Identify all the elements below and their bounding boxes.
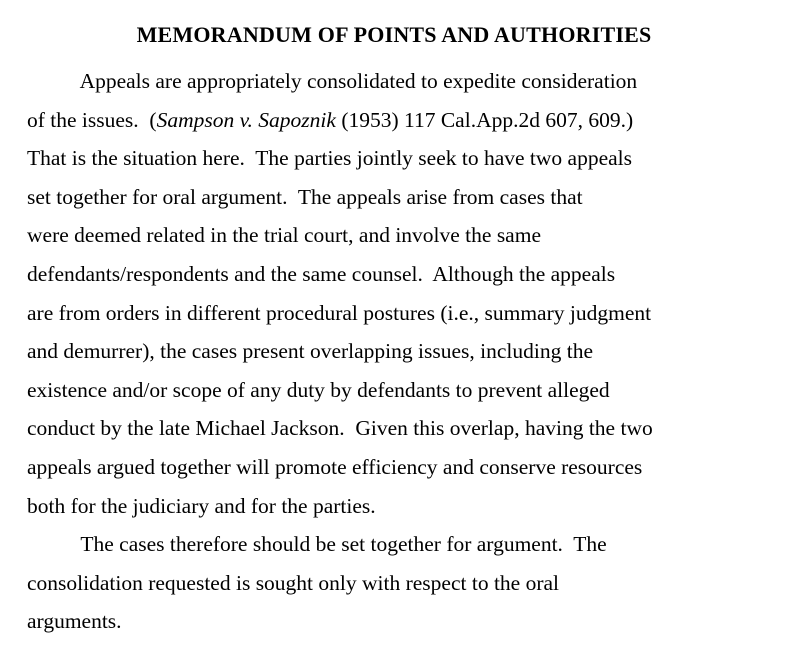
body-line-11: appeals argued together will promote efficiency and conserve resources bbox=[27, 454, 643, 479]
body-line-1: Appeals are appropriately consolidated to expedite consideration bbox=[27, 69, 638, 93]
page-title: MEMORANDUM OF POINTS AND AUTHORITIES bbox=[136, 22, 652, 47]
body-line-12: both for the judiciary and for the parties. bbox=[27, 493, 376, 518]
body-line-9: existence and/or scope of any duty by defendants to prevent alleged bbox=[27, 377, 610, 402]
citation-suffix: (1953) 117 Cal.App.2d 607, 609.) bbox=[335, 107, 634, 132]
citation-prefix: of the issues. ( bbox=[27, 107, 157, 132]
body-line-7: are from orders in different procedural postures (i.e., summary judgment bbox=[27, 300, 652, 325]
body-line-15: arguments. bbox=[27, 609, 122, 634]
body-line-4: set together for oral argument. The appeals arise from cases that bbox=[27, 184, 583, 209]
body-line-5: were deemed related in the trial court, and involve the same bbox=[27, 223, 541, 248]
body-line-3: That is the situation here. The parties jointly seek to have two appeals bbox=[27, 146, 633, 171]
body-line-8: and demurrer), the cases present overlapping issues, including the bbox=[27, 339, 593, 364]
body-line-2-citation bbox=[27, 101, 757, 140]
body-line-10: conduct by the late Michael Jackson. Given this overlap, having the two bbox=[27, 416, 653, 441]
body-line-14: consolidation requested is sought only with respect to the oral bbox=[27, 570, 560, 595]
document-body bbox=[27, 62, 757, 641]
body-line-6: defendants/respondents and the same counsel. Although the appeals bbox=[27, 261, 616, 286]
body-line-13: The cases therefore should be set together for argument. The bbox=[27, 532, 607, 557]
citation-case-name: Sampson v. Sapoznik bbox=[156, 107, 336, 132]
